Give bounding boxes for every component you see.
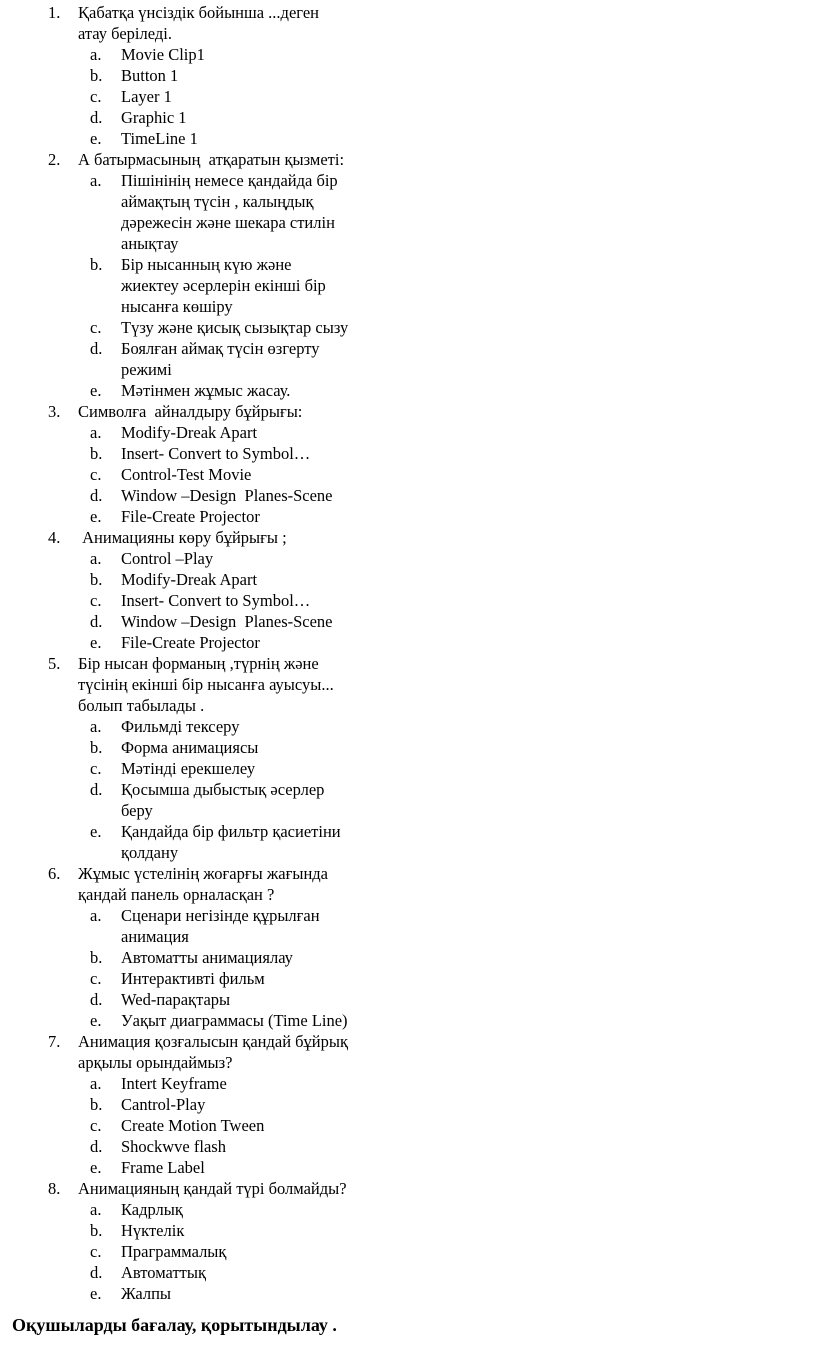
answer-option [0,422,816,443]
option-letter: c. [90,969,102,988]
option-list [0,1199,816,1304]
option-text: Modify-Dreak Apart [121,570,258,589]
question-text: Қабатқа үнсіздік бойынша ...деген атау беріледі. [78,3,319,43]
option-text: Graphic 1 [121,108,187,127]
option-letter: d. [90,1137,103,1156]
footer-heading: Оқушыларды бағалау, қорытындылау . [12,1315,337,1335]
answer-option [0,44,816,65]
question-item [0,401,816,527]
question-number: 7. [48,1032,61,1051]
answer-option [0,1220,816,1241]
question-item [0,2,816,149]
answer-option [0,611,816,632]
option-letter: d. [90,108,103,127]
option-text: Қандайда бір фильтр қасиетіни қолдану [121,822,341,862]
option-letter: e. [90,633,102,652]
option-text: TimeLine 1 [121,129,198,148]
option-letter: a. [90,45,102,64]
option-letter: d. [90,612,103,631]
option-text: Кадрлық [121,1200,183,1219]
option-text: Нүктелік [121,1221,185,1240]
option-list [0,44,816,149]
option-letter: e. [90,1284,102,1303]
option-letter: a. [90,549,102,568]
option-letter: a. [90,1074,102,1093]
option-letter: b. [90,66,103,85]
answer-option [0,443,816,464]
answer-option [0,464,816,485]
option-text: Қосымша дыбыстық әсерлер беру [121,780,325,820]
option-letter: d. [90,486,103,505]
answer-option [0,170,816,254]
option-letter: d. [90,1263,103,1282]
question-item [0,149,816,401]
option-text: Интерактивті фильм [121,969,265,988]
answer-option [0,380,816,401]
answer-option [0,506,816,527]
answer-option [0,1262,816,1283]
option-letter: e. [90,507,102,526]
option-text: Жалпы [121,1284,171,1303]
answer-option [0,65,816,86]
question-item [0,653,816,863]
option-letter: b. [90,255,103,274]
option-text: Түзу және қисық сызықтар сызу [121,318,349,337]
option-letter: b. [90,570,103,589]
option-text: Сценари негізінде құрылған анимация [121,906,320,946]
answer-option [0,107,816,128]
question-number: 4. [48,528,61,547]
option-text: Уақыт диаграммасы (Time Line) [121,1011,348,1030]
option-letter: d. [90,780,103,799]
option-letter: a. [90,1200,102,1219]
option-letter: b. [90,444,103,463]
option-text: Layer 1 [121,87,172,106]
option-letter: a. [90,423,102,442]
option-text: Insert- Convert to Symbol… [121,444,311,463]
question-text: Символға айналдыру бұйрығы: [78,402,303,421]
question-text: А батырмасының атқаратын қызметі: [78,150,345,169]
answer-option [0,1010,816,1031]
question-item [0,1031,816,1178]
answer-option [0,128,816,149]
question-number: 5. [48,654,61,673]
option-text: Бір нысанның күю және жиектеу әсерлерін екінші бір нысанға көшіру [121,255,326,316]
option-letter: d. [90,339,103,358]
option-letter: c. [90,87,102,106]
option-letter: b. [90,738,103,757]
option-letter: e. [90,822,102,841]
option-text: Wed-парақтары [121,990,231,1009]
option-letter: c. [90,1116,102,1135]
option-text: File-Create Projector [121,633,260,652]
question-number: 2. [48,150,61,169]
question-text: Анимация қозғалысын қандай бұйрық арқылы орындаймыз? [78,1032,348,1072]
option-text: Button 1 [121,66,179,85]
answer-option [0,485,816,506]
answer-option [0,338,816,380]
option-text: Автоматты анимациялау [121,948,293,967]
answer-option [0,1283,816,1304]
question-text: Анимацияның қандай түрі болмайды? [78,1179,347,1198]
option-text: Insert- Convert to Symbol… [121,591,311,610]
option-letter: e. [90,381,102,400]
option-letter: b. [90,1221,103,1240]
answer-option [0,716,816,737]
answer-option [0,968,816,989]
option-text: Фильмді тексеру [121,717,240,736]
answer-option [0,758,816,779]
option-letter: c. [90,759,102,778]
answer-option [0,1136,816,1157]
option-letter: a. [90,717,102,736]
option-letter: c. [90,591,102,610]
answer-option [0,86,816,107]
answer-option [0,1241,816,1262]
answer-option [0,632,816,653]
option-text: Create Motion Tween [121,1116,265,1135]
answer-option [0,1073,816,1094]
option-letter: a. [90,906,102,925]
option-text: Праграммалық [121,1242,227,1261]
option-letter: c. [90,318,102,337]
question-text: Бір нысан форманың ,түрнің және түсінің екінші бір нысанға ауысуы... болып табылады . [78,654,334,715]
option-text: Window –Design Planes-Scene [121,612,333,631]
option-text: Intert Keyframe [121,1074,227,1093]
answer-option [0,1199,816,1220]
option-list [0,170,816,401]
answer-option [0,779,816,821]
option-text: Shockwve flash [121,1137,226,1156]
option-letter: c. [90,1242,102,1261]
question-number: 3. [48,402,61,421]
answer-option [0,905,816,947]
question-item [0,1178,816,1304]
answer-option [0,254,816,317]
option-text: Автоматтық [121,1263,206,1282]
option-text: Movie Clip1 [121,45,205,64]
option-list [0,548,816,653]
question-item [0,863,816,1031]
answer-option [0,1115,816,1136]
question-text: Анимацияны көру бұйрығы ; [78,528,287,547]
answer-option [0,821,816,863]
answer-option [0,569,816,590]
option-letter: e. [90,1011,102,1030]
option-letter: b. [90,1095,103,1114]
option-list [0,1073,816,1178]
option-list [0,422,816,527]
option-text: Control-Test Movie [121,465,252,484]
option-letter: e. [90,129,102,148]
question-number: 1. [48,3,61,22]
answer-option [0,947,816,968]
option-letter: c. [90,465,102,484]
option-text: Боялған аймақ түсін өзгерту режимі [121,339,320,379]
option-text: Frame Label [121,1158,205,1177]
question-text: Жұмыс үстелінің жоғарғы жағында қандай панель орналасқан ? [78,864,328,904]
option-text: File-Create Projector [121,507,260,526]
option-text: Cantrol-Play [121,1095,206,1114]
option-text: Control –Play [121,549,214,568]
answer-option [0,1094,816,1115]
question-number: 8. [48,1179,61,1198]
answer-option [0,317,816,338]
answer-option [0,989,816,1010]
option-text: Форма анимациясы [121,738,259,757]
option-text: Modify-Dreak Apart [121,423,258,442]
question-item [0,527,816,653]
option-list [0,716,816,863]
answer-option [0,590,816,611]
option-text: Пішінінің немесе қандайда бір аймақтың түсін , калыңдық дәрежесін және шекара стилін анықтау [121,171,338,253]
option-letter: b. [90,948,103,967]
option-list [0,905,816,1031]
option-text: Window –Design Planes-Scene [121,486,333,505]
option-letter: a. [90,171,102,190]
option-letter: d. [90,990,103,1009]
answer-option [0,548,816,569]
option-text: Мәтінді ерекшелеу [121,759,256,778]
answer-option [0,1157,816,1178]
question-number: 6. [48,864,61,883]
answer-option [0,737,816,758]
option-text: Мәтінмен жұмыс жасау. [121,381,291,400]
option-letter: e. [90,1158,102,1177]
